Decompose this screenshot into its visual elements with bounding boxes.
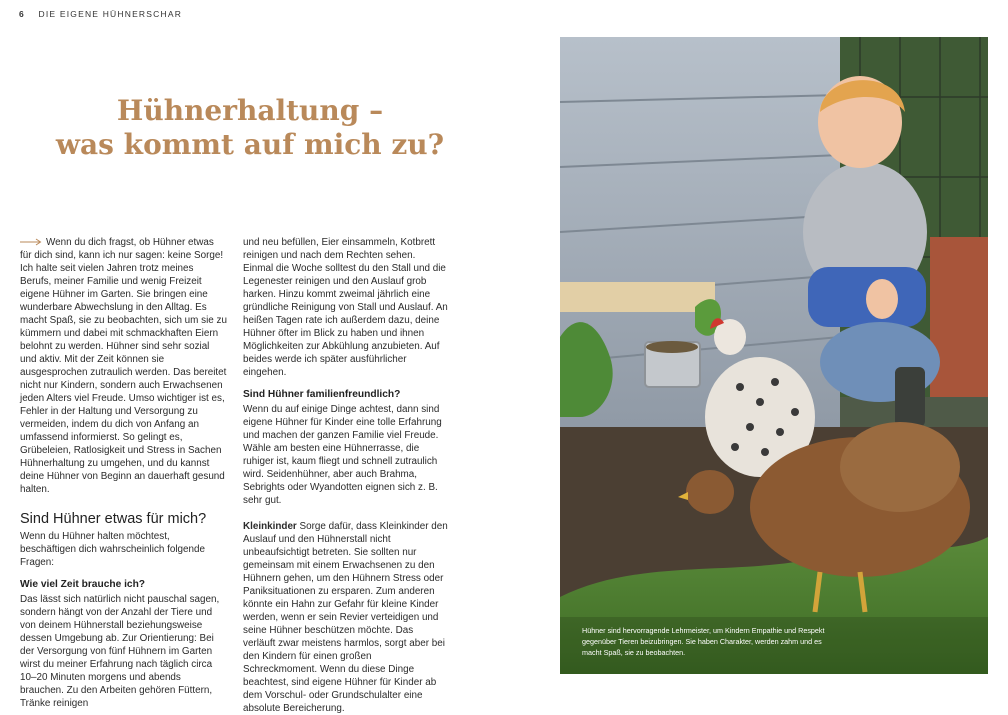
- time-paragraph: Das lässt sich natürlich nicht pauschal sagen, sondern hängt von der Anzahl der Tiere und von deinem Hühnerstall beziehungsweise dessen Umgebung ab. Zur Orientierung: Bei der Versorgung von fünf Hühnern im Garten wirst du meiner Erfahrung nach täglich circa 10–20 Minuten morgens und abends brauchen. Zu den Arbeiten gehören Füttern, Tränke reinigen: [20, 594, 220, 709]
- subheading-time: Wie viel Zeit brauche ich?: [20, 579, 146, 590]
- family-paragraph: Wenn du auf einige Dinge achtest, dann sind eigene Hühner für Kinder eine tolle Erfahrung und machen der ganzen Familie viel Freude. Wähle am besten eine Hühnerrasse, die ruhiger ist, kaum fliegt und schnell zutraulich wird. Seidenhühner, aber auch Brahma, Sebrights oder Wyandotten eignen sich z. B. sehr gut.: [243, 404, 442, 506]
- intro-paragraph: [20, 236, 227, 496]
- running-header: [19, 9, 182, 19]
- chapter-title: [20, 94, 480, 162]
- photo-caption: Hühner sind hervorragende Lehrmeister, um Kindern Empathie und Respekt gegenüber Tieren beizubringen. Sie haben Charakter, werden zahm und es macht Spaß, sie zu beobachten.: [582, 626, 825, 657]
- kids-text: Sorge dafür, dass Kleinkinder den Auslauf und den Hühnerstall nicht unbeaufsichtigt betreten. Sie sollten nur gemeinsam mit einem Erwachsenen zu den Hühnern gehen, um den Hühnern Stress oder Paniksituationen zu ersparen. Zum anderen könnte ein Hahn zur Gefahr für kleine Kinder werden, wenn er sein Revier verteidigen und seine Hühner beschützen möchte. Das verläuft zwar meistens harmlos, sorgt aber bei den Kindern für einen großen Schreckmoment. Wenn du diese Dinge beachtest, sind eigene Hühner für Kinder ab dem Vorschul- oder Grundschulalter eine absolute Bereicherung.: [243, 521, 448, 714]
- arrow-right-icon: [20, 238, 42, 246]
- photo-boy-with-chickens: [560, 37, 988, 674]
- page-number: 6: [19, 9, 25, 19]
- subheading-family: Sind Hühner familienfreundlich?: [243, 389, 401, 400]
- running-title: DIE EIGENE HÜHNERSCHAR: [38, 9, 183, 19]
- chapter-title-line2: was kommt auf mich zu?: [55, 128, 445, 161]
- kids-paragraph: [243, 520, 448, 715]
- section-heading: Sind Hühner etwas für mich?: [20, 511, 207, 527]
- text-column-left: [20, 236, 227, 710]
- continuation-paragraph: und neu befüllen, Eier einsammeln, Kotbrett reinigen und nach dem Rechten sehen. Einmal die Woche solltest du den Stall und die Legenester reinigen und den Auslauf grob harken. Hinzu kommt zweimal jährlich eine gründliche Reinigung von Stall und Auslauf. An heißen Tagen rate ich außerdem dazu, deine Hühner öfter im Blick zu haben und ihnen Möglichkeiten zur Abkühlung anzubieten. Auf beides werde ich später ausführlicher eingehen.: [243, 237, 448, 378]
- chapter-title-line1: Hühnerhaltung –: [116, 94, 384, 127]
- intro-text: Wenn du dich fragst, ob Hühner etwas für dich sind, kann ich nur sagen: keine Sorge! Ich halte seit vielen Jahren trotz meines Berufs, meiner Familie und wenig Freizeit eigene Hühner im Garten. Sie bringen eine wunderbare Abwechslung in den Alltag. Es macht Spaß, sie zu beobachten, sich um sie zu kümmern und dabei mit schmackhaften Eiern belohnt zu werden. Hühner sind sehr sozial und aktiv. Mit der Zeit können sie ausgesprochen zutraulich werden. Das bereitet nicht nur Kindern, sondern auch Erwachsenen jeden Alters viel Freude. Umso wichtiger ist es, Fehler in der Haltung und Versorgung zu vermeiden, indem du dich von Anfang an umfassend informierst. So gelingt es, Grübeleien, Ratlosigkeit und Stress in Sachen Hühnerhaltung zu umgehen, und du kannst deine Hühner von Beginn an dauerhaft gesund halten.: [20, 237, 227, 495]
- photo-illustration: [560, 37, 988, 674]
- kids-label: Kleinkinder: [243, 521, 297, 532]
- section-intro-text: Wenn du Hühner halten möchtest, beschäftigen dich wahrscheinlich folgende Fragen:: [20, 531, 206, 568]
- text-column-middle: [243, 236, 448, 715]
